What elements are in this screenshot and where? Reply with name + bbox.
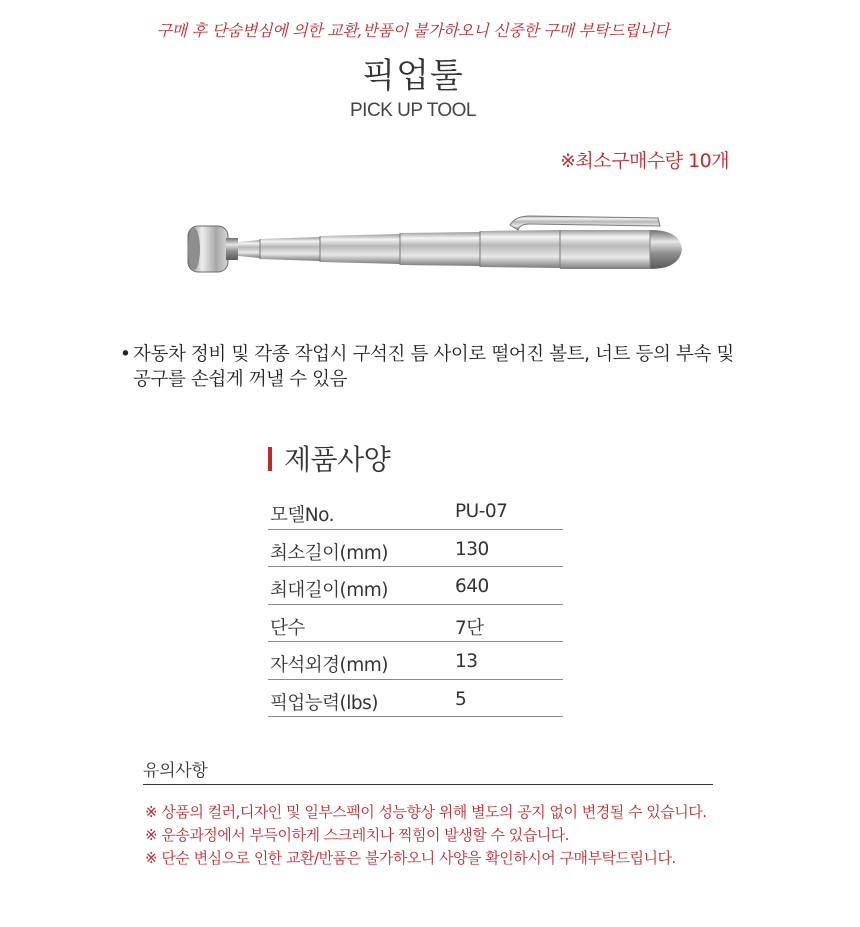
- description-line-2: 공구를 손쉽게 꺼낼 수 있음: [133, 369, 348, 390]
- spec-row: [268, 530, 563, 568]
- spec-label: 자석외경(mm): [270, 655, 388, 676]
- caution-item: ※ 상품의 컬러,디자인 및 일부스펙이 성능향상 위해 별도의 공지 없이 변경될 수 있습니다.: [145, 803, 707, 821]
- product-title: 픽업툴: [362, 56, 464, 96]
- spec-value: 5: [455, 688, 467, 710]
- spec-heading: [268, 438, 390, 478]
- purchase-notice: 구매 후 단숨변심에 의한 교환,반품이 불가하오니 신중한 구매 부탁드립니다: [156, 21, 670, 40]
- spec-label: 픽업능력(lbs): [270, 692, 378, 714]
- product-title-english: PICK UP TOOL: [350, 100, 476, 121]
- spec-label: 모델No.: [270, 505, 334, 526]
- caution-item: ※ 운송과정에서 부득이하게 스크레치나 찍힘이 발생할 수 있습니다.: [145, 826, 569, 844]
- spec-value: 130: [455, 538, 489, 560]
- caution-list: [145, 801, 706, 870]
- caution-item: ※ 단순 변심으로 인한 교환/반품은 불가하오니 사양을 확인하시어 구매부탁드립니다.: [145, 849, 676, 867]
- spec-value: 7단: [455, 617, 484, 639]
- pickup-tool-image: [180, 200, 690, 300]
- spec-row: [268, 492, 563, 530]
- caution-divider: [143, 784, 713, 785]
- minimum-order-note: ※최소구매수량 10개: [560, 150, 730, 172]
- spec-label: 최대길이(mm): [270, 580, 388, 601]
- spec-table: [268, 492, 563, 717]
- spec-label: 최소길이(mm): [270, 542, 388, 564]
- description-line-1: 자동차 정비 및 각종 작업시 구석진 틈 사이로 떨어진 볼트, 너트 등의 부속 및: [133, 344, 734, 365]
- spec-row: [268, 605, 563, 643]
- spec-value: 13: [455, 651, 478, 672]
- spec-value: PU-07: [455, 501, 508, 522]
- spec-value: 640: [455, 576, 489, 597]
- spec-row: [268, 680, 563, 718]
- spec-row: [268, 567, 563, 605]
- spec-row: [268, 642, 563, 680]
- description-bullet: •: [120, 344, 131, 365]
- caution-title: 유의사항: [143, 761, 208, 781]
- spec-label: 단수: [270, 617, 305, 639]
- spec-heading-label: 제품사양: [284, 443, 391, 476]
